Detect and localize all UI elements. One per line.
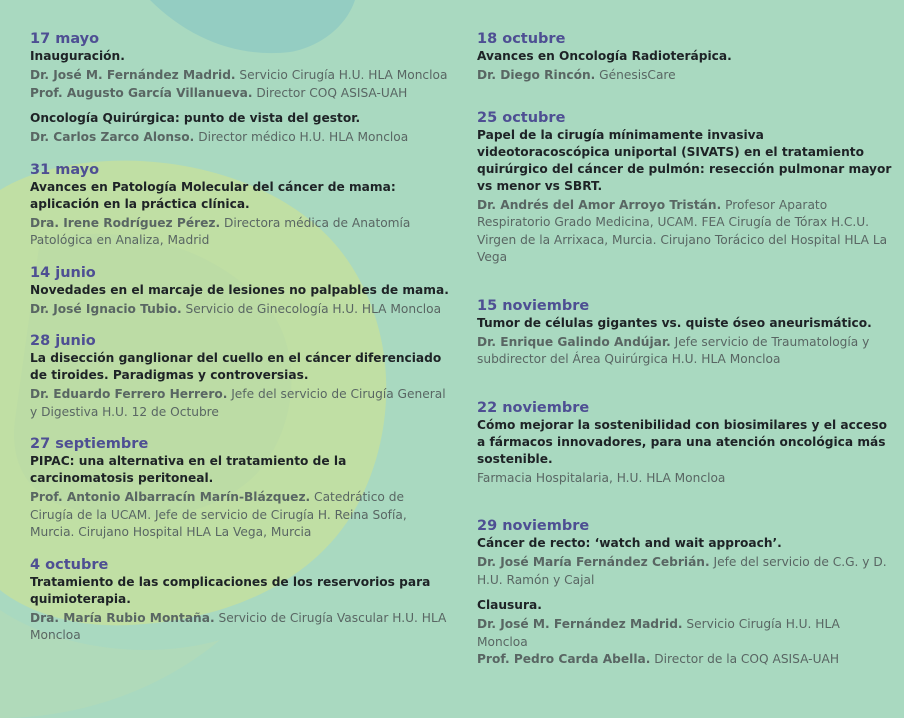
schedule-entry xyxy=(477,297,892,369)
talk xyxy=(477,417,892,488)
speaker-line xyxy=(30,67,450,85)
talk-title: Inauguración. xyxy=(30,49,125,63)
speaker-line xyxy=(477,197,892,267)
speaker-line xyxy=(30,301,450,319)
talk xyxy=(30,574,450,645)
talk xyxy=(30,48,450,102)
speaker-line xyxy=(30,489,450,542)
schedule-entry xyxy=(477,517,892,669)
talk-title: Cómo mejorar la sostenibilidad con biosimilares y el acceso a fármacos innovadores, para una atención oncológica más sostenible. xyxy=(477,417,887,466)
talk-title: Clausura. xyxy=(477,598,542,612)
speaker-affiliation: Servicio Cirugía H.U. HLA Moncloa xyxy=(477,617,840,649)
right-column xyxy=(477,30,892,669)
speaker-line xyxy=(30,610,450,645)
talk xyxy=(477,315,892,369)
entry-date: 17 mayo xyxy=(30,31,100,47)
talk-title: Tumor de células gigantes vs. quiste óseo aneurismático. xyxy=(477,315,872,330)
speaker-affiliation: GénesisCare xyxy=(595,68,676,82)
speaker-line xyxy=(477,554,892,589)
left-column xyxy=(30,30,450,645)
talk-title: Tratamiento de las complicaciones de los reservorios para quimioterapia. xyxy=(30,574,431,606)
speaker-line xyxy=(477,616,892,651)
schedule-entry xyxy=(30,161,450,250)
entry-date: 27 septiembre xyxy=(30,436,149,452)
speaker-affiliation: Servicio de Cirugía Vascular H.U. HLA Moncloa xyxy=(30,610,447,642)
speaker-line xyxy=(477,470,892,488)
speaker-name: Dr. José Ignacio Tubio. xyxy=(30,301,182,316)
speaker-affiliation: Catedrático de Cirugía de la UCAM. Jefe de servicio de Cirugía H. Reina Sofía, Murcia. Cirujano Hospital HLA La Vega, Murcia xyxy=(30,490,407,539)
talk-title: La disección ganglionar del cuello en el cáncer diferenciado de tiroides. Paradigmas y controversias. xyxy=(30,351,442,382)
speaker-affiliation: Jefe del servicio de Cirugía General y Digestiva H.U. 12 de Octubre xyxy=(30,387,446,419)
speaker-name: Dra. Irene Rodríguez Pérez. xyxy=(30,215,221,230)
talk xyxy=(30,110,450,147)
speaker-affiliation: Servicio Cirugía H.U. HLA Moncloa xyxy=(235,68,448,82)
speaker-line xyxy=(477,651,892,669)
schedule-entry xyxy=(477,30,892,85)
entry-date: 22 noviembre xyxy=(477,399,590,416)
speaker-line xyxy=(30,85,450,103)
entry-date: 28 junio xyxy=(30,333,96,349)
speaker-name: Dr. Diego Rincón. xyxy=(477,68,596,82)
talk-title: Oncología Quirúrgica: punto de vista del gestor. xyxy=(30,111,361,125)
speaker-name: Dr. Carlos Zarco Alonso. xyxy=(30,130,195,144)
speaker-name: Prof. Pedro Carda Abella. xyxy=(477,652,651,666)
talk xyxy=(30,350,450,421)
speaker-affiliation: Jefe servicio de Traumatología y subdirector del Área Quirúrgica H.U. HLA Moncloa xyxy=(477,334,870,366)
speaker-name: Dr. Enrique Galindo Andújar. xyxy=(477,334,671,349)
entry-date: 29 noviembre xyxy=(477,518,590,534)
schedule-entry xyxy=(30,30,450,147)
speaker-affiliation: Director médico H.U. HLA Moncloa xyxy=(194,130,409,144)
talk xyxy=(30,179,450,250)
entry-date: 15 noviembre xyxy=(477,297,590,314)
speaker-affiliation: Director COQ ASISA-UAH xyxy=(252,85,408,100)
talk xyxy=(477,597,892,669)
speaker-name: Dr. Eduardo Ferrero Herrero. xyxy=(30,387,228,401)
talk-title: Novedades en el marcaje de lesiones no palpables de mama. xyxy=(30,282,449,297)
speaker-affiliation: Jefe del servicio de C.G. y D. H.U. Ramón y Cajal xyxy=(477,555,887,587)
speaker-line xyxy=(477,334,892,369)
schedule-entry xyxy=(30,332,450,421)
speaker-affiliation: Servicio de Ginecología H.U. HLA Moncloa xyxy=(181,301,442,316)
entry-date: 18 octubre xyxy=(477,31,566,47)
speaker-name: Dr. José M. Fernández Madrid. xyxy=(477,617,683,631)
speaker-name: Dra. María Rubio Montaña. xyxy=(30,610,215,625)
entry-date: 4 octubre xyxy=(30,556,109,573)
entry-date: 14 junio xyxy=(30,264,96,281)
schedule-entry xyxy=(30,264,450,319)
speaker-name: Prof. Augusto García Villanueva. xyxy=(30,85,253,100)
entry-date: 25 octubre xyxy=(477,109,566,126)
speaker-affiliation: Profesor Aparato Respiratorio Grado Medicina, UCAM. FEA Cirugía de Tórax H.C.U. Virgen de la Arrixaca, Murcia. Cirujano Torácico del Hospital HLA La Vega xyxy=(477,197,888,264)
schedule-entry xyxy=(30,556,450,645)
talk-title: Papel de la cirugía mínimamente invasiva videotoracoscópica uniportal (SIVATS) en el tratamiento quirúrgico del cáncer de pulmón: resección pulmonar mayor vs menor vs SBRT. xyxy=(477,127,892,193)
talk xyxy=(477,535,892,589)
talk xyxy=(30,282,450,319)
speaker-affiliation: Director de la COQ ASISA-UAH xyxy=(650,652,840,666)
speaker-name: Dr. Andrés del Amor Arroyo Tristán. xyxy=(477,197,722,212)
speaker-name: Dr. José María Fernández Cebrián. xyxy=(477,555,710,569)
schedule-entry xyxy=(477,399,892,488)
speaker-affiliation: Farmacia Hospitalaria, H.U. HLA Moncloa xyxy=(477,470,726,485)
talk xyxy=(477,48,892,85)
schedule-entry xyxy=(477,109,892,267)
talk-title: PIPAC: una alternativa en el tratamiento de la carcinomatosis peritoneal. xyxy=(30,454,347,485)
speaker-name: Prof. Antonio Albarracín Marín-Blázquez. xyxy=(30,490,311,504)
talk-title: Avances en Patología Molecular del cáncer de mama: aplicación en la práctica clínica. xyxy=(30,179,396,211)
speaker-line xyxy=(30,129,450,147)
schedule-entry xyxy=(30,435,450,542)
speaker-line xyxy=(30,215,450,250)
speaker-line xyxy=(477,67,892,85)
talk-title: Cáncer de recto: ‘watch and wait approach’. xyxy=(477,536,782,550)
talk-title: Avances en Oncología Radioterápica. xyxy=(477,49,732,63)
talk xyxy=(30,453,450,542)
speaker-line xyxy=(30,386,450,421)
entry-date: 31 mayo xyxy=(30,161,100,178)
speaker-affiliation: Directora médica de Anatomía Patológica en Analiza, Madrid xyxy=(30,215,411,247)
talk xyxy=(477,127,892,267)
speaker-name: Dr. José M. Fernández Madrid. xyxy=(30,68,236,82)
